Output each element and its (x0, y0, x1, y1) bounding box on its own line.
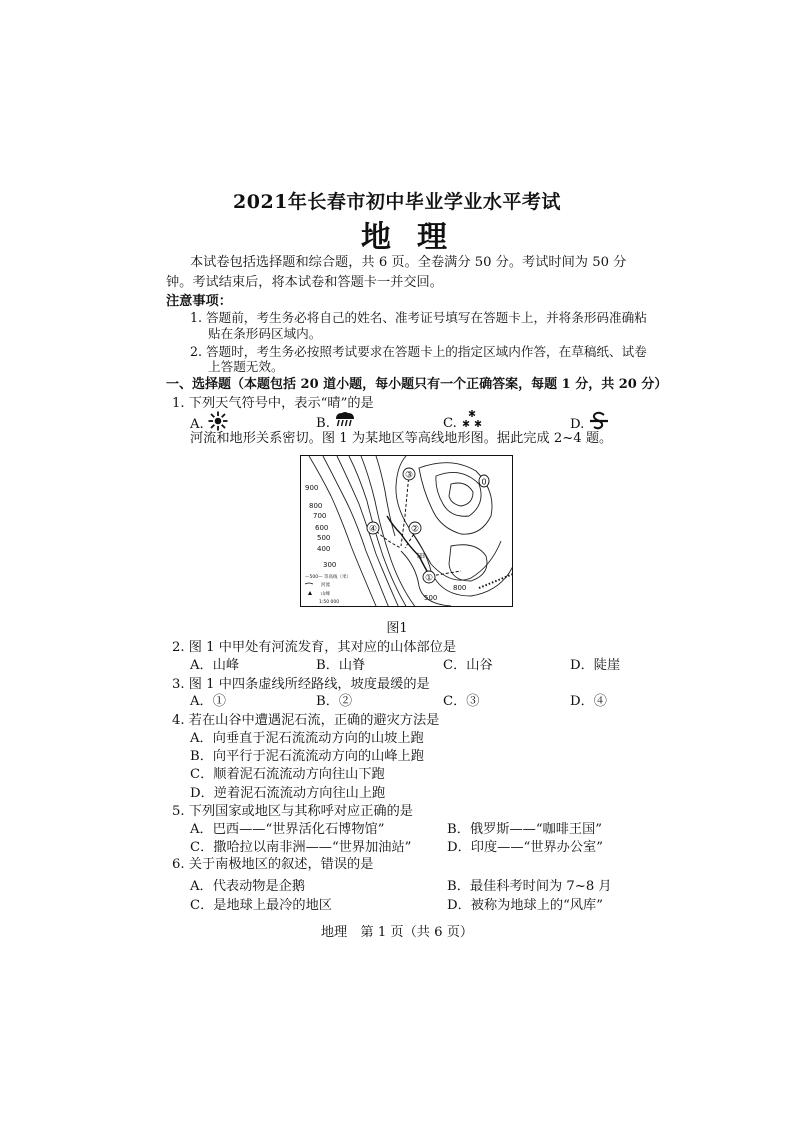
q2-stem: 2. 图 1 中甲处有河流发育，其对应的山体部位是 (172, 640, 457, 655)
place-label-jia: 甲 (416, 553, 426, 563)
q5-option-c: C．撒哈拉以南非洲——“世界加油站” (190, 840, 412, 855)
q6-stem: 6. 关于南极地区的叙述，错误的是 (172, 857, 374, 872)
q3-option-b: B．② (316, 694, 353, 709)
q3-option-c: C．③ (443, 694, 480, 709)
q1-option-label: C. (443, 416, 457, 431)
q6-option-a: A．代表动物是企鹅 (190, 879, 306, 894)
contour-label-600: 600 (315, 524, 329, 532)
q3-stem: 3. 图 1 中四条虚线所经路线，坡度最缓的是 (172, 677, 430, 692)
q5-option-d: D．印度——“世界办公室” (447, 840, 603, 855)
q4-stem: 4. 若在山谷中遭遇泥石流，正确的避灾方法是 (172, 713, 440, 728)
legend-contour: —500— 等高线（米） (305, 575, 352, 580)
q2-option-a: A．山峰 (190, 658, 240, 673)
contour-label-500-south: 500 (424, 594, 438, 602)
page-footer: 地理 第 1 页（共 6 页） (320, 925, 474, 940)
q1-option-label: A. (190, 417, 204, 432)
q4-option-d: D．逆着泥石流流动方向往山上跑 (190, 786, 386, 801)
route-label-2: ② (410, 524, 420, 535)
q2-option-b: B．山脊 (316, 658, 366, 673)
contour-label-400: 400 (317, 545, 331, 553)
q5-stem: 5. 下列国家或地区与其称呼对应正确的是 (172, 804, 413, 819)
route-label-3: ③ (404, 470, 414, 481)
q2-option-c: C．山谷 (443, 658, 493, 673)
contour-label-800-south: 800 (453, 584, 467, 592)
q3-option-a: A．① (190, 694, 226, 709)
note-2-line-1: 2. 答题时，考生务必按照考试要求在答题卡上的指定区域内作答，在草稿纸、试卷 (190, 344, 647, 359)
contour-label-700: 700 (313, 512, 327, 520)
note-1-line-2: 贴在条形码区域内。 (208, 326, 322, 341)
q1-stem: 1. 下列天气符号中，表示“晴”的是 (172, 396, 374, 411)
q1-option-label: D. (570, 417, 585, 432)
map-legend (305, 573, 351, 605)
legend-river: 河流 (321, 583, 330, 588)
route-label-4: ④ (368, 524, 378, 535)
intro-line-1: 本试卷包括选择题和综合题，共 6 页。全卷满分 50 分。考试时间为 50 分 (190, 255, 627, 270)
q5-option-a: A．巴西——“世界活化石博物馆” (190, 822, 385, 837)
q2-option-d: D．陡崖 (570, 658, 621, 673)
q5-option-b: B．俄罗斯——“咖啡王国” (447, 822, 603, 837)
route-label-1: ① (424, 573, 434, 584)
q6-option-c: C．是地球上最冷的地区 (190, 898, 332, 913)
contour-label-900: 900 (305, 484, 319, 492)
q1-option-label: B. (316, 416, 330, 431)
contour-label-300: 300 (323, 561, 337, 569)
contour-map (300, 455, 513, 607)
intro-line-2: 钟。考试结束后，将本试卷和答题卡一并交回。 (166, 275, 443, 290)
q4-option-a: A．向垂直于泥石流流动方向的山坡上跑 (190, 731, 424, 746)
contour-label-800: 800 (309, 502, 323, 510)
q6-option-d: D．被称为地球上的“风库” (447, 898, 603, 913)
q4-option-c: C．顺着泥石流流动方向往山下跑 (190, 767, 385, 782)
contour-label-500: 500 (317, 534, 331, 542)
section-1-heading: 一、选择题（本题包括 20 道小题，每小题只有一个正确答案，每题 1 分，共 20 分） (166, 377, 668, 392)
q3-option-d: D．④ (570, 694, 607, 709)
subject-title: 地理 (361, 220, 473, 255)
note-2-line-2: 上答题无效。 (208, 359, 284, 374)
peak-label: 0 (481, 477, 487, 487)
note-1-line-1: 1. 答题前，考生务必将自己的姓名、准考证号填写在答题卡上，并将条形码准确粘 (190, 310, 647, 325)
q4-option-b: B．向平行于泥石流流动方向的山峰上跑 (190, 749, 424, 764)
exam-title: 2021年长春市初中毕业学业水平考试 (233, 191, 561, 213)
q6-option-b: B．最佳科考时间为 7~8 月 (447, 879, 612, 894)
legend-peak: 山峰 (321, 592, 330, 597)
legend-scale: 1:50 000 (319, 600, 340, 605)
passage-text: 河流和地形关系密切。图 1 为某地区等高线地形图。据此完成 2~4 题。 (190, 431, 613, 446)
notes-heading: 注意事项： (166, 294, 232, 309)
figure-caption: 图1 (386, 621, 408, 636)
